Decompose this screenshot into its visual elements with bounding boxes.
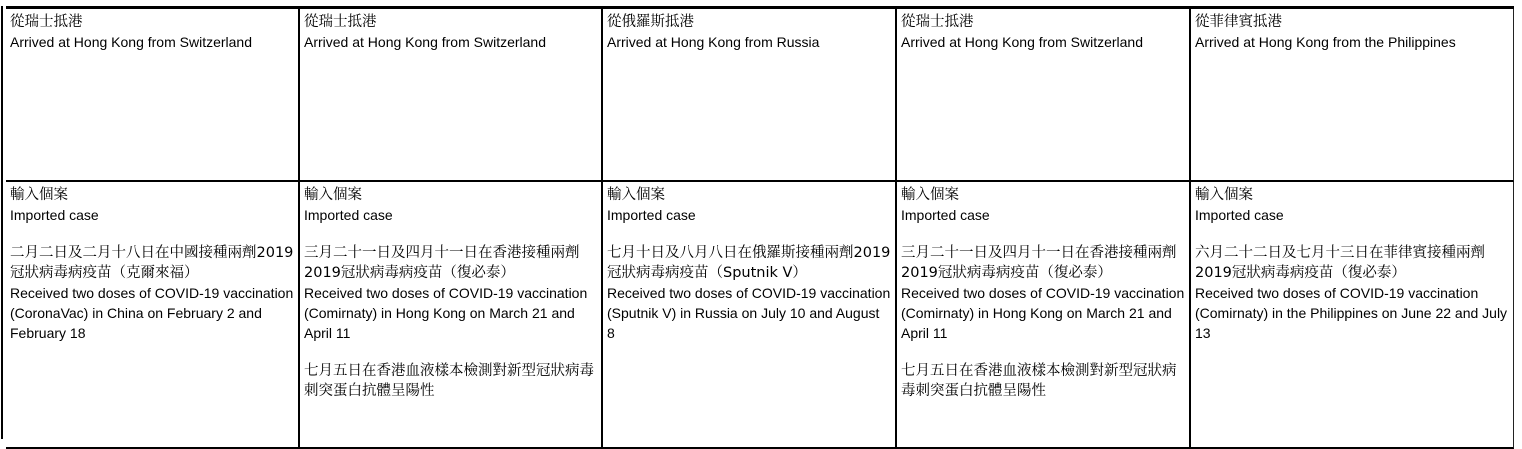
arrival-zh: 從瑞士抵港 bbox=[10, 14, 83, 30]
vaccination-en: Received two doses of COVID-19 vaccination (Comirnaty) in the Philippines on June 22 and July 13 bbox=[1195, 285, 1508, 341]
case-type-zh: 輸入個案 bbox=[10, 187, 68, 203]
case-type-en: Imported case bbox=[607, 207, 696, 223]
case-type-en: Imported case bbox=[901, 207, 990, 223]
table-left-border bbox=[0, 6, 3, 439]
arrival-zh: 從俄羅斯抵港 bbox=[607, 14, 694, 30]
vaccination-zh: 六月二十二日及七月十三日在菲律賓接種兩劑2019冠狀病毒病疫苗（復必泰） bbox=[1195, 245, 1485, 281]
arrival-cell bbox=[1191, 9, 1514, 182]
antibody-zh: 七月五日在香港血液樣本檢測對新型冠狀病毒刺突蛋白抗體呈陽性 bbox=[304, 363, 594, 399]
case-detail-cell bbox=[300, 182, 603, 449]
case-detail-cell bbox=[897, 182, 1191, 449]
case-type-en: Imported case bbox=[304, 207, 393, 223]
arrival-zh: 從瑞士抵港 bbox=[304, 14, 377, 30]
arrival-cell bbox=[300, 9, 603, 182]
arrival-cell bbox=[6, 9, 300, 182]
arrival-en: Arrived at Hong Kong from Switzerland bbox=[10, 34, 252, 50]
case-type-zh: 輸入個案 bbox=[901, 187, 959, 203]
vaccination-en: Received two doses of COVID-19 vaccination (Comirnaty) in Hong Kong on March 21 and April 11 bbox=[901, 285, 1185, 341]
vaccination-zh: 二月二日及二月十八日在中國接種兩劑2019冠狀病毒病疫苗（克爾來福） bbox=[10, 245, 294, 281]
case-detail-cell bbox=[603, 182, 897, 449]
case-type-zh: 輸入個案 bbox=[1195, 187, 1253, 203]
vaccination-en: Received two doses of COVID-19 vaccination (CoronaVac) in China on February 2 and February 18 bbox=[10, 285, 294, 341]
case-type-en: Imported case bbox=[1195, 207, 1284, 223]
case-detail-cell bbox=[6, 182, 300, 449]
vaccination-zh: 三月二十一日及四月十一日在香港接種兩劑2019冠狀病毒病疫苗（復必泰） bbox=[901, 245, 1177, 281]
case-detail-cell bbox=[1191, 182, 1514, 449]
arrival-cell bbox=[603, 9, 897, 182]
case-type-zh: 輸入個案 bbox=[304, 187, 362, 203]
arrival-zh: 從瑞士抵港 bbox=[901, 14, 974, 30]
antibody-zh: 七月五日在香港血液樣本檢測對新型冠狀病毒刺突蛋白抗體呈陽性 bbox=[901, 363, 1177, 399]
vaccination-en: Received two doses of COVID-19 vaccination (Sputnik V) in Russia on July 10 and August 8 bbox=[607, 285, 891, 341]
vaccination-zh: 七月十日及八月八日在俄羅斯接種兩劑2019冠狀病毒病疫苗（Sputnik V） bbox=[607, 245, 891, 281]
vaccination-zh: 三月二十一日及四月十一日在香港接種兩劑2019冠狀病毒病疫苗（復必泰） bbox=[304, 245, 580, 281]
vaccination-en: Received two doses of COVID-19 vaccination (Comirnaty) in Hong Kong on March 21 and April 11 bbox=[304, 285, 588, 341]
arrival-en: Arrived at Hong Kong from Russia bbox=[607, 34, 820, 50]
arrival-cell bbox=[897, 9, 1191, 182]
arrival-en: Arrived at Hong Kong from Switzerland bbox=[901, 34, 1143, 50]
case-type-zh: 輸入個案 bbox=[607, 187, 665, 203]
case-type-en: Imported case bbox=[10, 207, 99, 223]
arrival-en: Arrived at Hong Kong from the Philippines bbox=[1195, 34, 1456, 50]
case-table bbox=[6, 6, 1514, 446]
arrival-en: Arrived at Hong Kong from Switzerland bbox=[304, 34, 546, 50]
arrival-zh: 從菲律賓抵港 bbox=[1195, 14, 1282, 30]
